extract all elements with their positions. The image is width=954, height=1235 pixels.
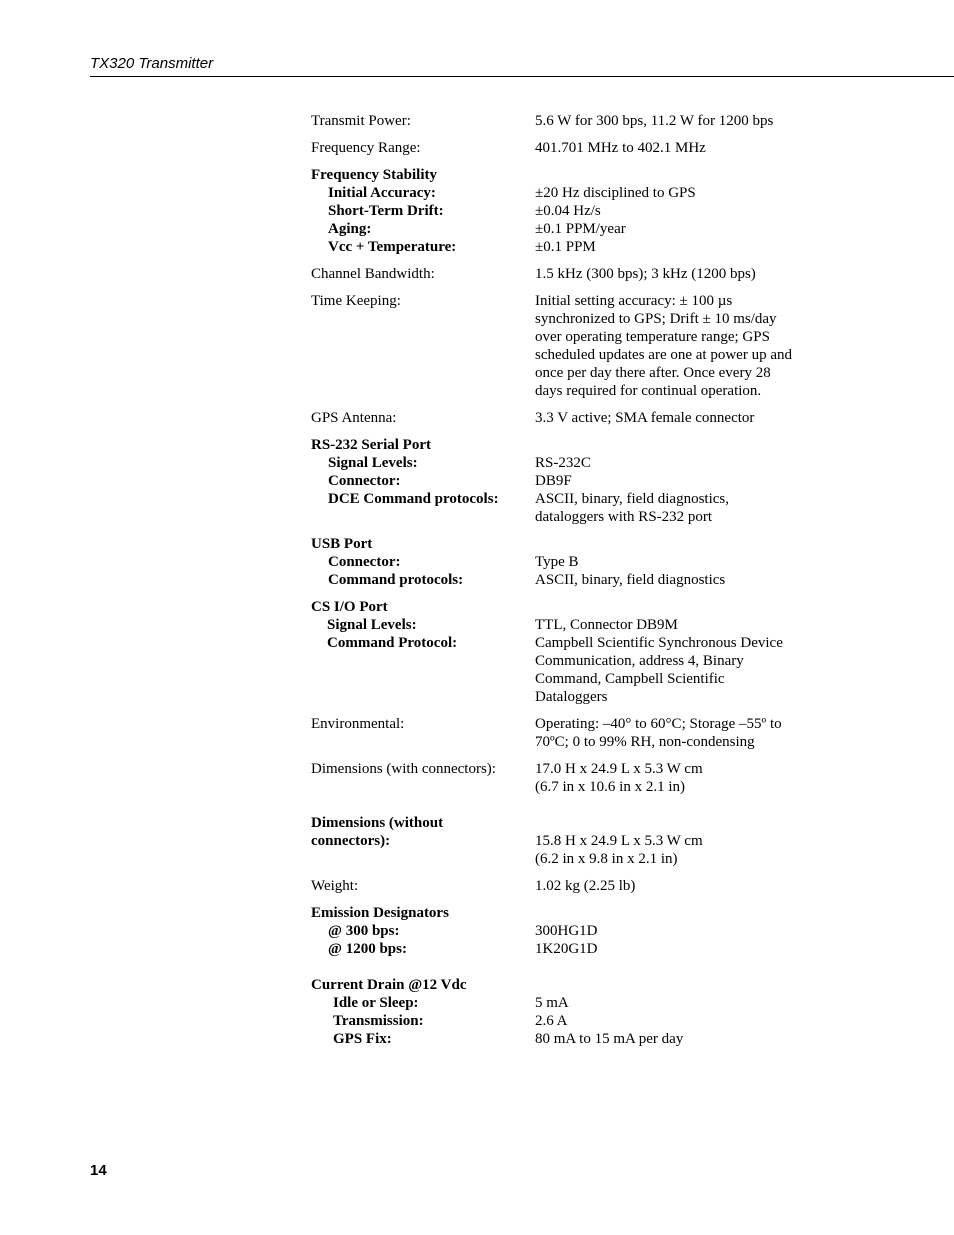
spec-value-group — [535, 436, 805, 526]
spec-sub-label: Connector: — [328, 554, 401, 570]
spec-label: GPS Antenna: — [311, 410, 397, 426]
spec-sub-label: @ 300 bps: — [328, 923, 400, 939]
spec-sub-label: Signal Levels: — [327, 617, 417, 633]
spec-value-line: Communication, address 4, Binary — [535, 653, 744, 669]
spec-value: 2.6 A — [535, 1013, 568, 1029]
spec-group-label: RS-232 Serial Port — [311, 437, 431, 453]
spec-value: 5 mA — [535, 995, 569, 1011]
spec-label-line: connectors): — [311, 833, 391, 849]
spec-value-line: scheduled updates are one at power up and — [535, 347, 792, 363]
spec-label-line: Dimensions (without — [311, 815, 444, 831]
spec-cs-io-port — [311, 598, 831, 706]
spec-group-label: USB Port — [311, 536, 373, 552]
spec-group-label: Emission Designators — [311, 905, 449, 921]
spec-value-group — [535, 598, 805, 706]
spec-dimensions-with-connectors — [311, 760, 831, 796]
spec-weight — [311, 877, 831, 895]
spacer — [535, 814, 805, 832]
spec-label-group — [311, 535, 535, 589]
spec-label: Time Keeping: — [311, 293, 401, 309]
spec-gps-antenna — [311, 409, 831, 427]
spec-value: ±0.1 PPM/year — [535, 221, 626, 237]
spec-value: 5.6 W for 300 bps, 11.2 W for 1200 bps — [535, 113, 774, 129]
spec-value-line: ASCII, binary, field diagnostics, — [535, 491, 729, 507]
spec-label-group — [311, 436, 535, 526]
spec-sub-label: Vcc + Temperature: — [328, 239, 457, 255]
spec-label: Dimensions (with connectors): — [311, 761, 496, 777]
spec-value: TTL, Connector DB9M — [535, 617, 678, 633]
spec-sub-label: Signal Levels: — [328, 455, 418, 471]
spec-frequency-stability — [311, 166, 831, 256]
spec-sub-label: GPS Fix: — [333, 1031, 392, 1047]
spec-value: ASCII, binary, field diagnostics — [535, 572, 726, 588]
spec-label-group — [311, 976, 535, 1048]
spec-value: 80 mA to 15 mA per day — [535, 1031, 684, 1047]
spec-label-group — [311, 904, 535, 958]
spec-value: 300HG1D — [535, 923, 598, 939]
spec-value-group — [535, 760, 805, 796]
spec-value: 401.701 MHz to 402.1 MHz — [535, 140, 706, 156]
spec-value: 1.5 kHz (300 bps); 3 kHz (1200 bps) — [535, 266, 756, 282]
spec-value-group — [535, 166, 805, 256]
spec-value-group — [535, 715, 805, 751]
spec-value-group — [535, 976, 805, 1048]
spec-value: ±0.1 PPM — [535, 239, 596, 255]
spec-value-line: (6.7 in x 10.6 in x 2.1 in) — [535, 779, 685, 795]
spacer — [535, 598, 805, 616]
spec-channel-bandwidth — [311, 265, 831, 283]
spec-emission-designators — [311, 904, 831, 958]
spec-label: Weight: — [311, 878, 359, 894]
spec-value-line: 15.8 H x 24.9 L x 5.3 W cm — [535, 833, 703, 849]
spec-group-label: Current Drain @12 Vdc — [311, 977, 467, 993]
spec-sub-label: Short-Term Drift: — [328, 203, 444, 219]
spec-value-line: 70ºC; 0 to 99% RH, non-condensing — [535, 734, 755, 750]
spec-environmental — [311, 715, 831, 751]
spec-value-line: days required for continual operation. — [535, 383, 762, 399]
specifications-list — [311, 112, 831, 1057]
spec-value-line: over operating temperature range; GPS — [535, 329, 770, 345]
spec-value: RS-232C — [535, 455, 591, 471]
spec-sub-label: Aging: — [328, 221, 372, 237]
spec-label: Frequency Range: — [311, 140, 421, 156]
spec-group-label: CS I/O Port — [311, 599, 388, 615]
spec-sub-label: Transmission: — [333, 1013, 424, 1029]
spacer — [535, 166, 805, 184]
spec-frequency-range — [311, 139, 831, 157]
spec-value-group — [535, 292, 805, 400]
spec-label-group — [311, 814, 535, 868]
spec-current-drain — [311, 976, 831, 1048]
spec-sub-label: Initial Accuracy: — [328, 185, 436, 201]
spec-value: Type B — [535, 554, 579, 570]
spec-value-line: (6.2 in x 9.8 in x 2.1 in) — [535, 851, 678, 867]
spec-sub-label: DCE Command protocols: — [328, 491, 499, 507]
spec-sub-label: @ 1200 bps: — [328, 941, 407, 957]
spec-value-line: once per day there after. Once every 28 — [535, 365, 771, 381]
spec-rs232-serial-port — [311, 436, 831, 526]
spacer — [535, 436, 805, 454]
spec-value: ±20 Hz disciplined to GPS — [535, 185, 696, 201]
spacer — [535, 535, 805, 553]
spec-value: DB9F — [535, 473, 572, 489]
spec-value-line: Dataloggers — [535, 689, 608, 705]
running-header — [90, 55, 954, 77]
spec-value-line: dataloggers with RS-232 port — [535, 509, 713, 525]
spacer — [535, 976, 805, 994]
spacer — [535, 904, 805, 922]
spec-group-label: Frequency Stability — [311, 167, 437, 183]
spec-label: Environmental: — [311, 716, 405, 732]
spec-transmit-power — [311, 112, 831, 130]
spec-value: 3.3 V active; SMA female connector — [535, 410, 755, 426]
spec-value-line: Operating: –40° to 60°C; Storage –55º to — [535, 716, 782, 732]
spec-time-keeping — [311, 292, 831, 400]
spec-usb-port — [311, 535, 831, 589]
spec-label-group — [311, 598, 535, 706]
spec-sub-label: Connector: — [328, 473, 401, 489]
spec-label-group — [311, 166, 535, 256]
spec-value-group — [535, 535, 805, 589]
spec-value-group — [535, 814, 805, 868]
spec-value: 1K20G1D — [535, 941, 598, 957]
header-title: TX320 Transmitter — [90, 55, 214, 72]
spec-value-line: synchronized to GPS; Drift ± 10 ms/day — [535, 311, 777, 327]
spec-value-line: Initial setting accuracy: ± 100 µs — [535, 293, 733, 309]
spec-value-line: Command, Campbell Scientific — [535, 671, 725, 687]
spec-value-line: Campbell Scientific Synchronous Device — [535, 635, 783, 651]
spec-dimensions-without-connectors — [311, 814, 831, 868]
spec-sub-label: Command Protocol: — [327, 635, 458, 651]
spec-label: Transmit Power: — [311, 113, 411, 129]
page-number: 14 — [90, 1162, 107, 1179]
spec-sub-label: Idle or Sleep: — [333, 995, 419, 1011]
spec-value: ±0.04 Hz/s — [535, 203, 601, 219]
spec-value-group — [535, 904, 805, 958]
spec-value: 1.02 kg (2.25 lb) — [535, 878, 636, 894]
spec-sub-label: Command protocols: — [328, 572, 464, 588]
spec-label: Channel Bandwidth: — [311, 266, 435, 282]
spec-value-line: 17.0 H x 24.9 L x 5.3 W cm — [535, 761, 703, 777]
